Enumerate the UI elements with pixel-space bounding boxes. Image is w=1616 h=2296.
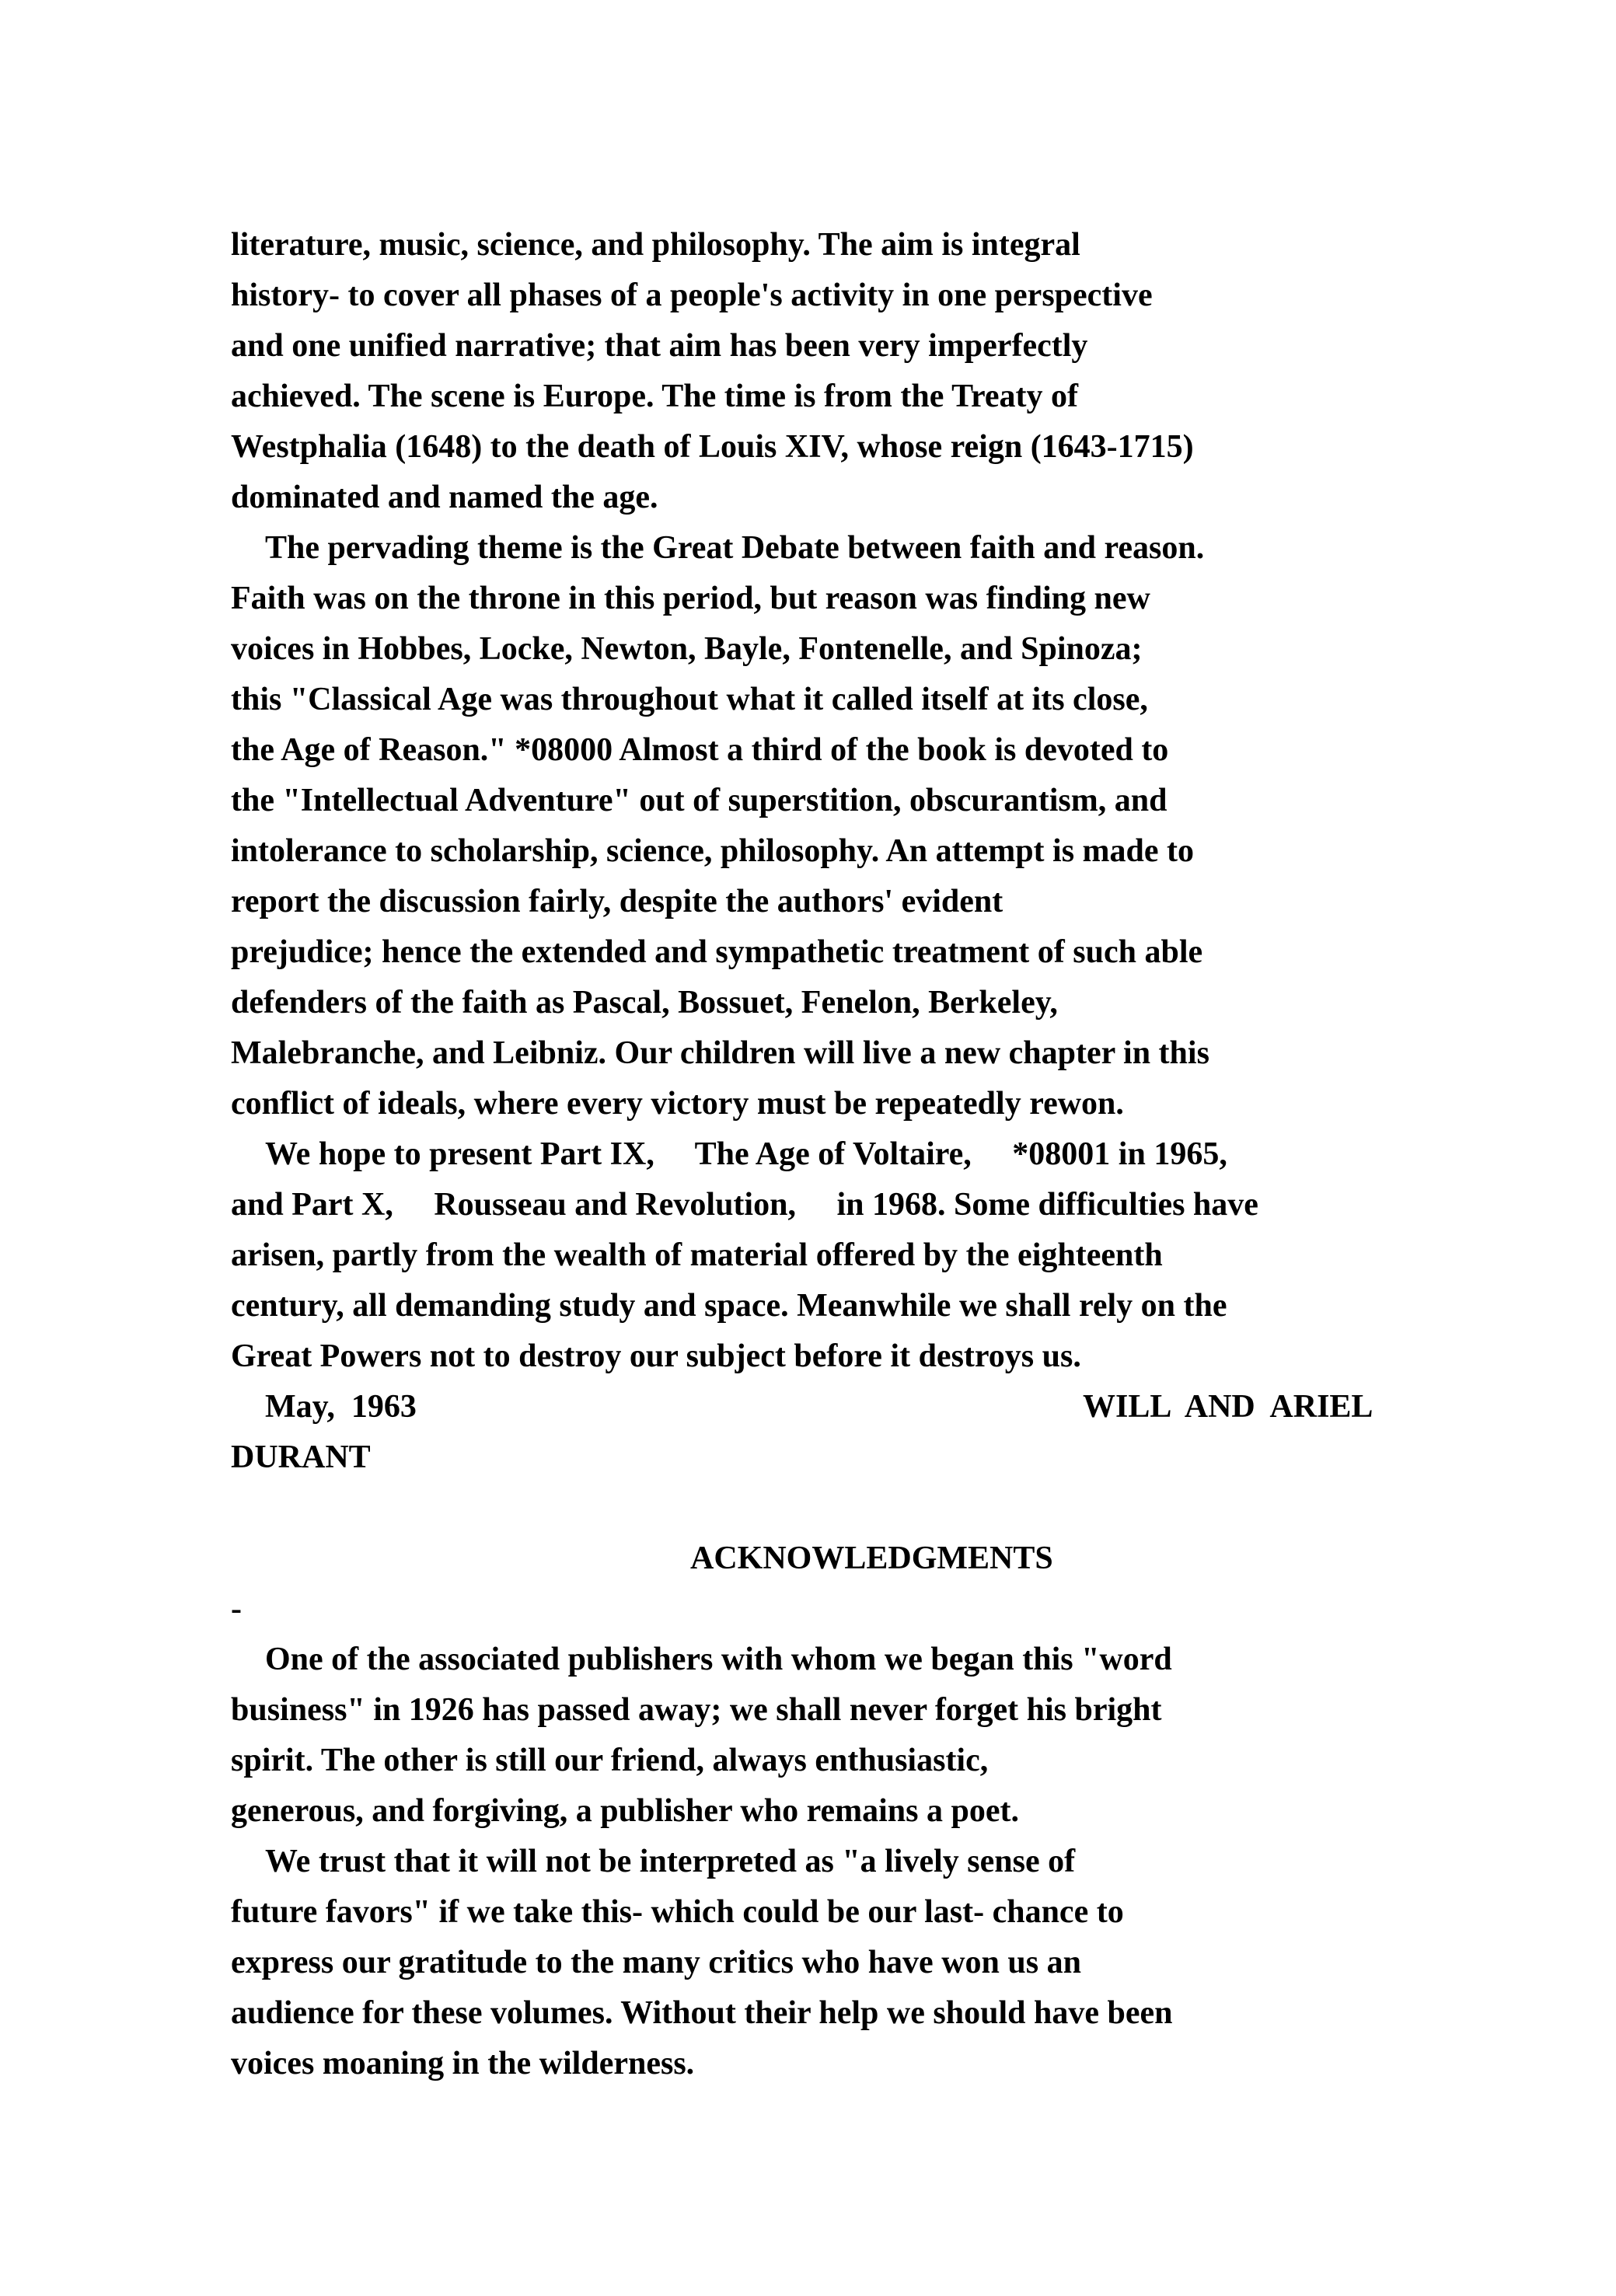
text-line: achieved. The scene is Europe. The time is from the Treaty of <box>231 379 1078 414</box>
signature-date: May, 1963 <box>265 1389 417 1425</box>
theme-paragraph <box>231 523 1397 1129</box>
text-line: dominated and named the age. <box>231 480 658 515</box>
text-line: generous, and forgiving, a publisher who remains a poet. <box>231 1793 1019 1829</box>
text-line: Faith was on the throne in this period, but reason was finding new <box>231 581 1150 616</box>
text-line: defenders of the faith as Pascal, Bossuet, Fenelon, Berkeley, <box>231 985 1058 1021</box>
text-line: literature, music, science, and philosophy. The aim is integral <box>231 227 1080 263</box>
acknowledgments-paragraph-1 <box>231 1635 1397 1837</box>
text-line: spirit. The other is still our friend, always enthusiastic, <box>231 1743 989 1778</box>
text-line: One of the associated publishers with whom we began this "word <box>265 1642 1172 1677</box>
text-line: the "Intellectual Adventure" out of superstition, obscurantism, and <box>231 783 1167 818</box>
text-line: and one unified narrative; that aim has been very imperfectly <box>231 328 1088 364</box>
text-line: conflict of ideals, where every victory must be repeatedly rewon. <box>231 1086 1124 1122</box>
signature-authors-continued: DURANT <box>231 1439 371 1475</box>
text-line: Great Powers not to destroy our subject before it destroys us. <box>231 1338 1081 1374</box>
text-line: audience for these volumes. Without their help we should have been <box>231 1995 1173 2031</box>
text-line: The pervading theme is the Great Debate between faith and reason. <box>265 530 1205 566</box>
intro-paragraph <box>231 220 1397 523</box>
text-line: We hope to present Part IX, The Age of Voltaire, *08001 in 1965, <box>265 1136 1227 1172</box>
separator-dash: - <box>231 1591 242 1627</box>
document-page <box>231 220 1397 2089</box>
acknowledgments-paragraph-2 <box>231 1837 1397 2089</box>
text-line: Malebranche, and Leibniz. Our children will live a new chapter in this <box>231 1035 1209 1071</box>
text-line: future favors" if we take this- which could be our last- chance to <box>231 1894 1124 1930</box>
text-line: history- to cover all phases of a people's activity in one perspective <box>231 277 1153 313</box>
text-line: arisen, partly from the wealth of material offered by the eighteenth <box>231 1237 1163 1273</box>
text-line: intolerance to scholarship, science, philosophy. An attempt is made to <box>231 833 1195 869</box>
signature-line <box>231 1382 1397 1432</box>
text-line: Westphalia (1648) to the death of Louis XIV, whose reign (1643-1715) <box>231 429 1194 465</box>
text-line: voices moaning in the wilderness. <box>231 2046 695 2081</box>
acknowledgments-heading: ACKNOWLEDGMENTS <box>690 1541 1053 1576</box>
text-line: and Part X, Rousseau and Revolution, in 1968. Some difficulties have <box>231 1187 1258 1223</box>
text-line: century, all demanding study and space. Meanwhile we shall rely on the <box>231 1288 1227 1324</box>
text-line: this "Classical Age was throughout what it called itself at its close, <box>231 682 1148 717</box>
text-line: express our gratitude to the many critics who have won us an <box>231 1945 1081 1980</box>
text-line: the Age of Reason." *08000 Almost a third of the book is devoted to <box>231 732 1169 768</box>
text-line: business" in 1926 has passed away; we shall never forget his bright <box>231 1692 1162 1728</box>
text-line: report the discussion fairly, despite the authors' evident <box>231 884 1003 919</box>
text-line: prejudice; hence the extended and sympathetic treatment of such able <box>231 934 1203 970</box>
plans-paragraph <box>231 1129 1397 1382</box>
signature-authors: WILL AND ARIEL <box>1083 1389 1373 1425</box>
text-line: We trust that it will not be interpreted as "a lively sense of <box>265 1844 1076 1879</box>
text-line: voices in Hobbes, Locke, Newton, Bayle, Fontenelle, and Spinoza; <box>231 631 1143 667</box>
